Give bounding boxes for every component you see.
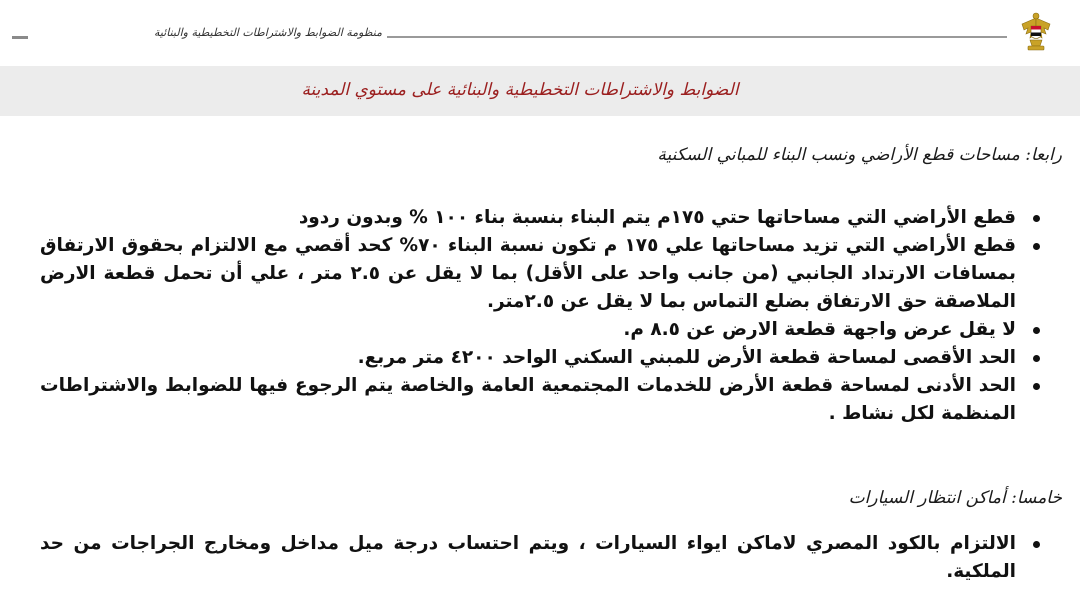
list-item-text: قطع الأراضي التي مساحاتها حتي ١٧٥م يتم البناء بنسبة بناء ١٠٠ % وبدون ردود (298, 207, 1016, 228)
list-item (40, 530, 1050, 586)
list-item (40, 372, 1050, 428)
bullet-icon (1033, 215, 1040, 222)
plot-areas-list (40, 204, 1050, 428)
eagle-emblem-icon (1018, 10, 1054, 52)
parking-list (40, 530, 1050, 586)
list-item-text: لا يقل عرض واجهة قطعة الارض عن ٨.٥ م. (623, 319, 1016, 340)
header-divider-left (12, 36, 28, 39)
top-header (0, 0, 1080, 62)
list-item (40, 316, 1050, 344)
section-heading-plot-areas: رابعا: مساحات قطع الأراضي ونسب البناء للمباني السكنية (657, 145, 1062, 165)
system-title: منظومة الضوابط والاشتراطات التخطيطية والبنائية (153, 26, 382, 39)
list-item-text: الالتزام بالكود المصري لاماكن ايواء السيارات ، ويتم احتساب درجة ميل مداخل ومخارج الجراجات من حد الملكية. (40, 533, 1016, 582)
list-item-text: قطع الأراضي التي تزيد مساحاتها علي ١٧٥ م تكون نسبة البناء ٧٠% كحد أقصي مع الالتزام بحقوق الارتفاق بمسافات الارتداد الجانبي (من جانب واحد على الأقل) بما لا يقل عن ٢.٥ متر ، علي أن تحمل قطعة الارض الملاصقة حق الارتفاق بضلع التماس بما لا يقل عن ٢.٥متر. (40, 235, 1017, 312)
section-heading-parking: خامسا: أماكن انتظار السيارات (848, 488, 1062, 508)
document-title: الضوابط والاشتراطات التخطيطية والبنائية على مستوي المدينة (301, 80, 739, 100)
bullet-icon (1033, 355, 1040, 362)
bullet-icon (1033, 327, 1040, 334)
list-item (40, 344, 1050, 372)
header-divider-right (387, 36, 1007, 38)
bullet-icon (1033, 541, 1040, 548)
bullet-icon (1033, 243, 1040, 250)
list-item-text: الحد الأدنى لمساحة قطعة الأرض للخدمات المجتمعية العامة والخاصة يتم الرجوع فيها للضوابط والاشتراطات المنظمة لكل نشاط . (40, 375, 1016, 424)
list-item (40, 232, 1050, 316)
bullet-icon (1033, 383, 1040, 390)
list-item (40, 204, 1050, 232)
list-item-text: الحد الأقصى لمساحة قطعة الأرض للمبني السكني الواحد ٤٢٠٠ متر مربع. (357, 347, 1016, 368)
